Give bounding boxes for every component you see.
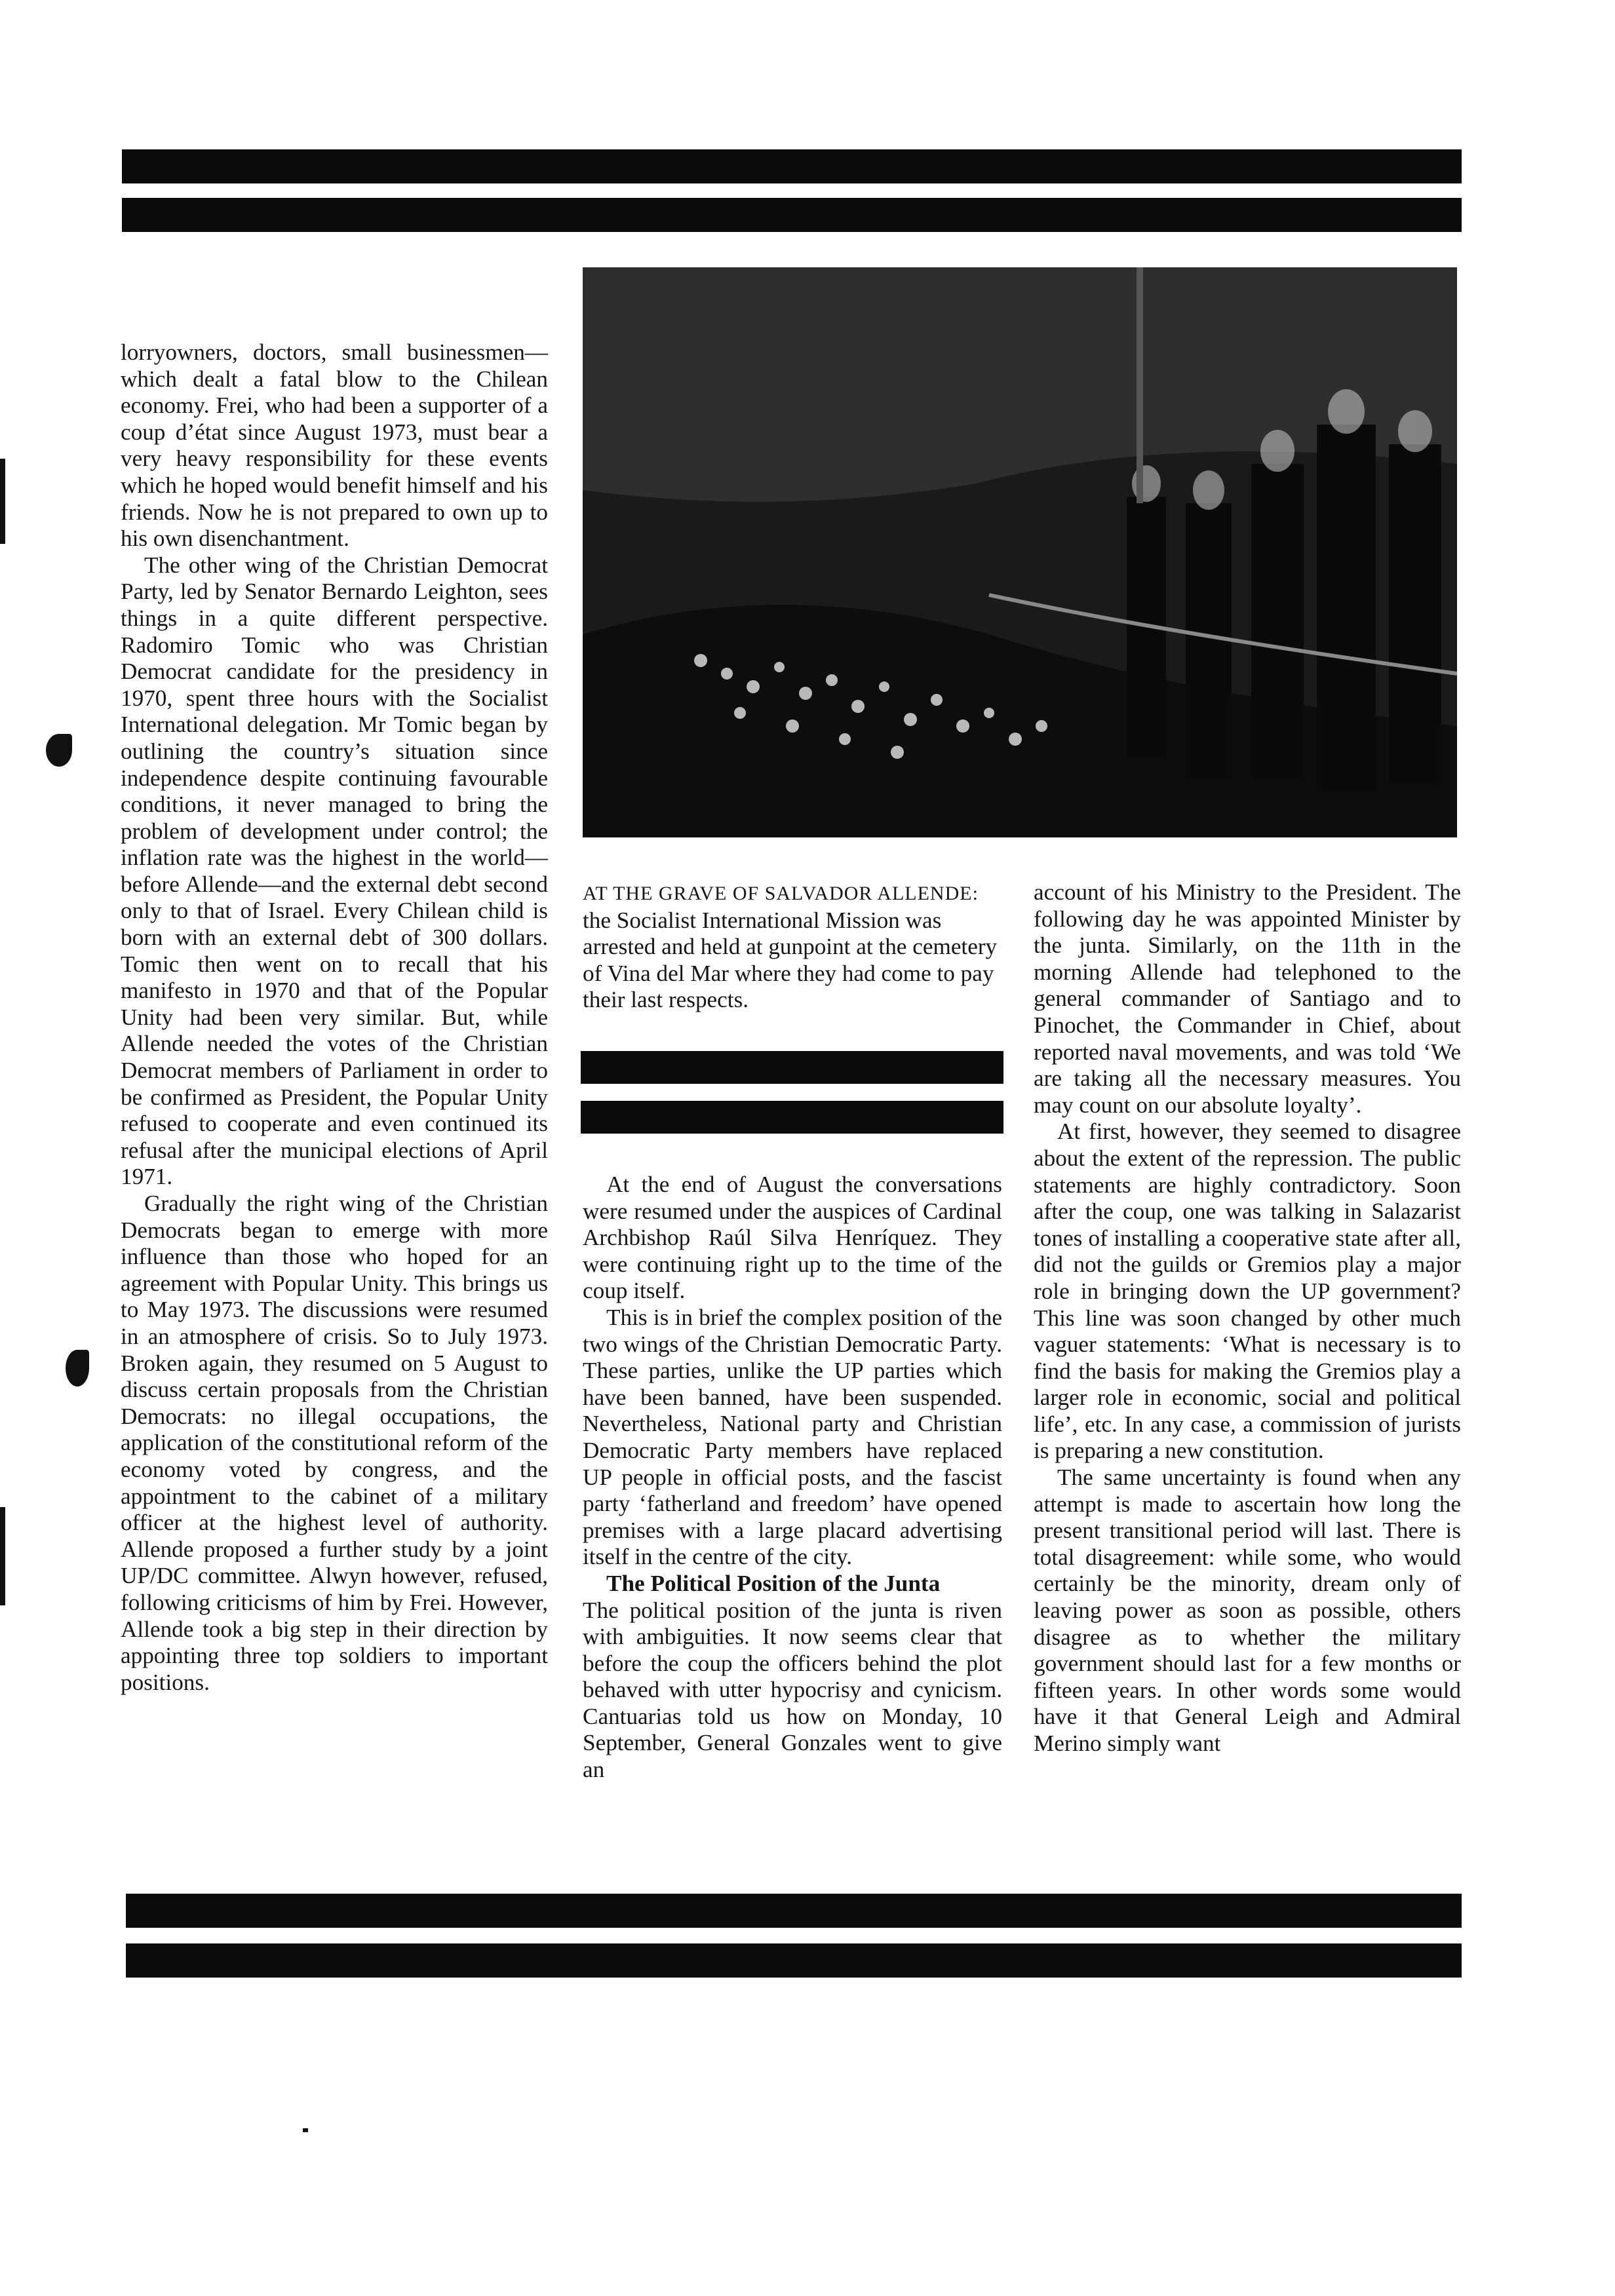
binding-mark [0,1507,5,1605]
paragraph: The political position of the junta is riven with ambiguities. It now seems clear that before the coup the officers behind the plot behaved with utter hypocrisy and cynicism. Cantuarias told us how on Monday, 10 September, General Gonzales went to give an [583,1597,1002,1783]
middle-column [583,1172,1002,1784]
paragraph: lorryowners, doctors, small businessmen—which dealt a fatal blow to the Chilean economy. Frei, who had been a supporter of a coup d’état since August 1973, must bear a very heavy responsibility for these events which he hoped would benefit himself and his friends. Now he is not prepared to own up to his own disenchantment. [121,339,548,552]
paragraph: The other wing of the Christian Democrat Party, led by Senator Bernardo Leighton, sees things in a quite different perspective. Radomiro Tomic who was Christian Democrat candidate for the presidency in 1970, spent three hours with the Socialist International delegation. Mr Tomic began by outlining the country’s situation since independence despite continuing favourable conditions, it never managed to bring the problem of development under control; the inflation rate was the highest in the world—before Allende—and the external debt second only to that of Israel. Every Chilean child is born with an external debt of 300 dollars. Tomic then went on to recall that his manifesto in 1970 and that of the Popular Unity had been very similar. But, while Allende needed the votes of the Christian Democrat members of Parliament in order to be confirmed as President, the Popular Unity refused to cooperate and even continued its refusal after the municipal elections of April 1971. [121,552,548,1190]
section-rule-second [581,1101,1003,1134]
footer-rule-top [126,1894,1462,1928]
left-column [121,339,548,1696]
paragraph: account of his Ministry to the President. The following day he was appointed Minister by the junta. Similarly, on the 11th in the morning Allende had telephoned to the general commander of Santiago and to Pinochet, the Commander in Chief, about reported naval movements, and was told ‘We are taking all the necessary measures. You may count on our absolute loyalty’. [1034,879,1461,1118]
dust-speck [303,2128,308,2132]
header-rule-second [122,198,1462,232]
paragraph: At the end of August the conversations were resumed under the auspices of Cardinal Archbishop Raúl Silva Henríquez. They were continuing right up to the time of the coup itself. [583,1172,1002,1304]
hole-punch-mark [46,734,72,767]
section-rule-top [581,1051,1003,1084]
right-column [1034,879,1461,1757]
photo-caption [583,879,1002,1014]
photo-icon [583,267,1457,837]
grave-photo [583,267,1457,837]
header-rule-top [122,149,1462,183]
section-heading: The Political Position of the Junta [606,1570,941,1596]
paragraph: This is in brief the complex position of the two wings of the Christian Democratic Party. These parties, unlike the UP parties which have been banned, have been suspended. Nevertheless, National party and Christian Democratic Party members have replaced UP people in official posts, and the fascist party ‘fatherland and freedom’ have opened premises with a large placard advertising itself in the centre of the city. [583,1304,1002,1570]
paragraph: Gradually the right wing of the Christian Democrats began to emerge with more influence than those who hoped for an agreement with Popular Unity. This brings us to May 1973. The discussions were resumed in an atmosphere of crisis. So to July 1973. Broken again, they resumed on 5 August to discuss certain proposals from the Christian Democrats: no illegal occupations, the application of the constitutional reform of the economy voted by congress, and the appointment to the cabinet of a military officer at the highest level of authority. Allende proposed a further study by a joint UP/DC committee. Alwyn however, refused, following criticisms of him by Frei. However, Allende took a big step in their direction by appointing three top soldiers to important positions. [121,1191,548,1695]
hole-punch-mark [66,1350,89,1387]
paragraph: At first, however, they seemed to disagree about the extent of the repression. The public statements are highly contradictory. Soon after the coup, one was talking in Salazarist tones of installing a cooperative state after all, did not the guilds or Gremios play a major role in bringing down the UP government? This line was soon changed by other much vaguer statements: ‘What is necessary is to find the basis for making the Gremios play a larger role in economic, social and political life’, etc. In any case, a commission of jurists is preparing a new constitution. [1034,1119,1461,1464]
caption-text: the Socialist International Mission was arrested and held at gunpoint at the cemetery of Vina del Mar where they had come to pay their last respects. [583,907,998,1013]
paragraph: The same uncertainty is found when any attempt is made to ascertain how long the present transitional period will last. There is total disagreement: while some, who would certainly be the minority, dream only of leaving power as soon as possible, others disagree as to whether the military government should last for a few months or fifteen years. In other words some would have it that General Leigh and Admiral Merino simply want [1034,1464,1461,1756]
caption-lead: AT THE GRAVE OF SALVADOR ALLENDE: [583,883,979,904]
footer-rule-second [126,1943,1462,1978]
binding-mark [0,459,5,544]
